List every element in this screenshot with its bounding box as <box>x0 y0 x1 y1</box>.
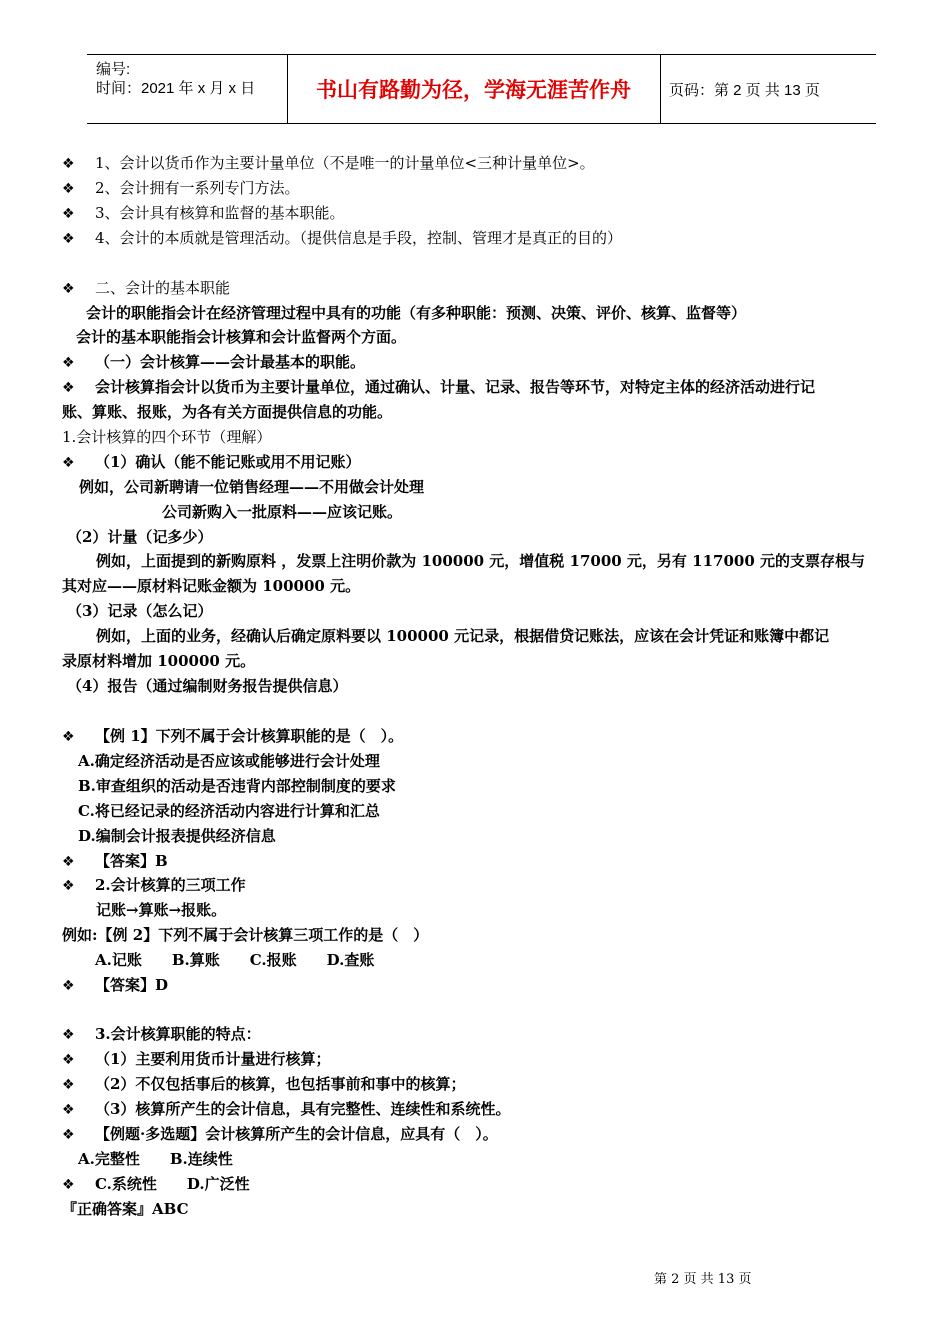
text-line <box>62 152 595 175</box>
text-line <box>62 1098 510 1121</box>
text-line-content: （4）报告（通过编制财务报告提供信息） <box>67 677 348 695</box>
text-line-content: （2）计量（记多少） <box>67 528 213 546</box>
text-line-content: （一）会计核算——会计最基本的职能。 <box>95 353 366 371</box>
text-line-content: （3）核算所产生的会计信息，具有完整性、连续性和系统性。 <box>95 1100 511 1118</box>
text-line-content: 公司新购入一批原料——应该记账。 <box>162 503 403 521</box>
document-number-label: 编号: <box>96 61 131 78</box>
text-line <box>162 501 402 523</box>
text-line <box>67 526 212 548</box>
header-meta-cell <box>87 55 288 123</box>
diamond-bullet-icon: ❖ <box>62 231 75 247</box>
text-line <box>76 326 406 348</box>
text-line-content: 会计核算指会计以货币为主要计量单位，通过确认、计量、记录、报告等环节，对特定主体的经济活动进行记 <box>95 378 816 396</box>
text-line-content: （1）主要利用货币计量进行核算； <box>95 1050 331 1068</box>
diamond-bullet-icon: ❖ <box>62 380 75 396</box>
text-line-content: 2.会计核算的三项工作 <box>95 876 246 894</box>
text-line-content: 记账→算账→报账。 <box>96 901 227 919</box>
diamond-bullet-icon: ❖ <box>62 854 75 870</box>
text-line-content: 2、会计拥有一系列专门方法。 <box>95 179 300 197</box>
text-line-content: 例如，上面提到的新购原料 ，发票上注明价款为 100000 元，增值税 17000 元，另有 117000 元的支票存根与 <box>96 552 865 570</box>
diamond-bullet-icon: ❖ <box>62 1177 75 1193</box>
text-line <box>78 775 396 797</box>
diamond-bullet-icon: ❖ <box>62 181 75 197</box>
diamond-bullet-icon: ❖ <box>62 729 75 745</box>
text-line-content: 【答案】D <box>95 976 169 994</box>
diamond-bullet-icon: ❖ <box>62 281 75 297</box>
text-line-content: D.编制会计报表提供经济信息 <box>78 827 276 845</box>
text-line <box>62 725 403 748</box>
text-line <box>96 625 829 647</box>
text-line <box>62 1073 465 1096</box>
text-line <box>62 202 345 225</box>
text-line-content: 1.会计核算的四个环节（理解） <box>62 428 272 446</box>
text-line <box>86 302 746 324</box>
text-line-content: 3、会计具有核算和监督的基本职能。 <box>95 204 345 222</box>
text-line <box>78 800 380 822</box>
text-line <box>62 1048 330 1071</box>
text-line <box>78 750 380 772</box>
diamond-bullet-icon: ❖ <box>62 455 75 471</box>
text-line <box>62 451 360 474</box>
diamond-bullet-icon: ❖ <box>62 206 75 222</box>
text-line <box>78 1148 233 1170</box>
text-line-content: 4、会计的本质就是管理活动。（提供信息是手段，控制、管理才是真正的目的） <box>95 229 623 247</box>
text-line <box>62 376 815 399</box>
text-line-content: 3.会计核算职能的特点： <box>95 1025 261 1043</box>
text-line-content: C.系统性 D.广泛性 <box>95 1175 250 1193</box>
text-line-content: 其对应——原材料记账金额为 100000 元。 <box>62 577 361 595</box>
text-line-content: 『正确答案』ABC <box>62 1200 189 1218</box>
diamond-bullet-icon: ❖ <box>62 355 75 371</box>
text-line <box>62 924 428 946</box>
text-line-content: 【例题·多选题】会计核算所产生的会计信息，应具有（ ）。 <box>95 1125 498 1143</box>
text-line <box>62 974 168 997</box>
text-line-content: A.记账 B.算账 C.报账 D.查账 <box>95 951 375 969</box>
text-line-content: A.确定经济活动是否应该或能够进行会计处理 <box>78 752 380 770</box>
text-line <box>62 1173 250 1196</box>
text-line-content: 账、算账、报账，为各有关方面提供信息的功能。 <box>62 403 393 421</box>
text-line <box>78 825 276 847</box>
text-line <box>95 949 374 971</box>
text-line <box>62 351 365 374</box>
text-line-content: 会计的职能指会计在经济管理过程中具有的功能（有多种职能：预测、决策、评价、核算、监督等） <box>86 304 747 322</box>
text-line-content: 例如:【例 2】下列不属于会计核算三项工作的是（ ） <box>62 926 429 944</box>
text-line-content: 【例 1】下列不属于会计核算职能的是（ ）。 <box>95 727 404 745</box>
text-line-content: C.将已经记录的经济活动内容进行计算和汇总 <box>78 802 380 820</box>
text-line <box>62 575 360 597</box>
text-line <box>67 600 212 622</box>
text-line-content: 例如，上面的业务，经确认后确定原料要以 100000 元记录，根据借贷记账法，应该在会计凭证和账簿中都记 <box>96 627 830 645</box>
text-line-content: 【答案】B <box>95 852 168 870</box>
text-line-content: 会计的基本职能指会计核算和会计监督两个方面。 <box>76 328 407 346</box>
page-footer: 第 2 页 共 13 页 <box>654 1272 752 1287</box>
text-line-content: 例如，公司新聘请一位销售经理——不用做会计处理 <box>79 478 425 496</box>
page-header <box>87 54 876 124</box>
text-line-content: （2）不仅包括事后的核算，也包括事前和事中的核算； <box>95 1075 466 1093</box>
text-line-content: （1）确认（能不能记账或用不用记账） <box>95 453 361 471</box>
diamond-bullet-icon: ❖ <box>62 1077 75 1093</box>
document-time-label: 时间：2021 年 x 月 x 日 <box>96 80 256 97</box>
text-line <box>62 277 230 300</box>
diamond-bullet-icon: ❖ <box>62 978 75 994</box>
text-line <box>62 401 392 423</box>
diamond-bullet-icon: ❖ <box>62 1127 75 1143</box>
text-line-content: 二、会计的基本职能 <box>95 279 231 297</box>
text-line-content: B.审查组织的活动是否违背内部控制制度的要求 <box>78 777 396 795</box>
header-page-info: 页码：第 2 页 共 13 页 <box>669 81 820 99</box>
text-line <box>67 675 347 697</box>
text-line-content: 1、会计以货币作为主要计量单位（不是唯一的计量单位<三种计量单位>。 <box>95 154 595 172</box>
text-line <box>62 227 622 250</box>
text-line-content: （3）记录（怎么记） <box>67 602 213 620</box>
text-line-content: 录原材料增加 100000 元。 <box>62 652 256 670</box>
diamond-bullet-icon: ❖ <box>62 1102 75 1118</box>
text-line <box>62 426 271 448</box>
header-motto: 书山有路勤为径，学海无涯苦作舟 <box>287 55 661 123</box>
text-line <box>62 1198 189 1220</box>
diamond-bullet-icon: ❖ <box>62 1052 75 1068</box>
text-line <box>62 1123 498 1146</box>
text-line <box>79 476 424 498</box>
text-line-content: A.完整性 B.连续性 <box>78 1150 233 1168</box>
text-line <box>62 177 300 200</box>
diamond-bullet-icon: ❖ <box>62 878 75 894</box>
text-line <box>62 874 246 897</box>
text-line <box>62 650 255 672</box>
text-line <box>62 1023 261 1046</box>
text-line <box>96 550 865 572</box>
diamond-bullet-icon: ❖ <box>62 156 75 172</box>
text-line <box>96 899 226 921</box>
diamond-bullet-icon: ❖ <box>62 1027 75 1043</box>
text-line <box>62 850 168 873</box>
